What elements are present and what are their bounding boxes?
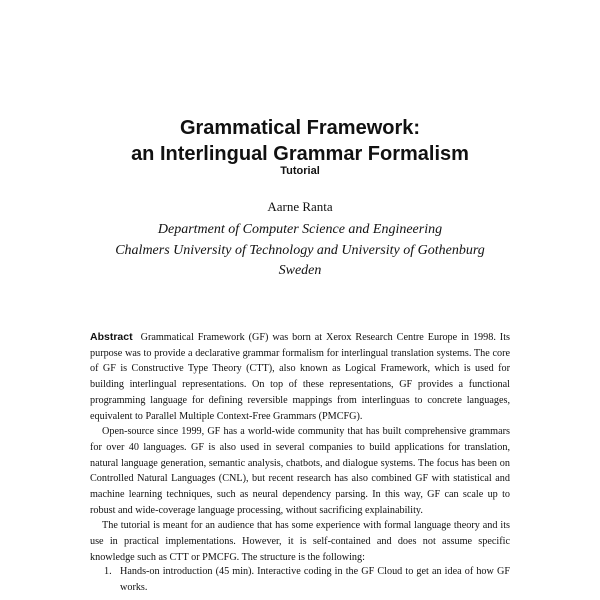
- list-item: [104, 564, 510, 595]
- affiliation-country: Sweden: [278, 263, 322, 278]
- abstract-section: [90, 330, 510, 566]
- title-line-1: Grammatical Framework:: [179, 117, 421, 139]
- abstract-paragraph-1: [90, 330, 510, 424]
- author: Aarne Ranta: [267, 199, 333, 214]
- abstract-label: Abstract: [90, 331, 133, 343]
- list-item-number: 1.: [104, 566, 112, 577]
- list-item-text: Hands-on introduction (45 min). Interactive coding in the GF Cloud to get an idea of how GF works.: [120, 566, 510, 593]
- subtitle: Tutorial: [280, 165, 320, 177]
- structure-list: [104, 564, 510, 595]
- affiliation-department: Department of Computer Science and Engineering: [157, 222, 443, 237]
- title-line-2: an Interlingual Grammar Formalism: [131, 143, 469, 165]
- abstract-paragraph-1-text: Grammatical Framework (GF) was born at Xerox Research Centre Europe in 1998. Its purpose was to provide a declarative grammar formalism for interlingual translation systems. The core of GF is Constructive Type Theory (CTT), also known as Logical Framework, which is used for building interlingual representations. On top of these representations, GF provides a functional programming language for defining reversible mappings from interlinguas to concrete languages, equivalent to Parallel Multiple Context-Free Grammars (PMCFG).: [90, 332, 510, 422]
- affiliation-university: Chalmers University of Technology and University of Gothenburg: [115, 243, 485, 258]
- abstract-paragraph-2: Open-source since 1999, GF has a world-wide community that has built comprehensive grammars for over 40 languages. GF is also used in several companies to build applications for translation, natural language generation, semantic analysis, chatbots, and dialogue systems. The focus has been on Controlled Natural Languages (CNL), but recent research has also combined GF with statistical and machine learning techniques, such as neural dependency parsing. In this way, GF can scale up to robust and wide-coverage language processing, without sacrificing explainability.: [90, 426, 510, 516]
- abstract-paragraph-3: The tutorial is meant for an audience that has some experience with formal language theory and its use in practical implementations. However, it is self-contained and does not assume specific knowledge such as CTT or PMCFG. The structure is the following:: [90, 520, 510, 563]
